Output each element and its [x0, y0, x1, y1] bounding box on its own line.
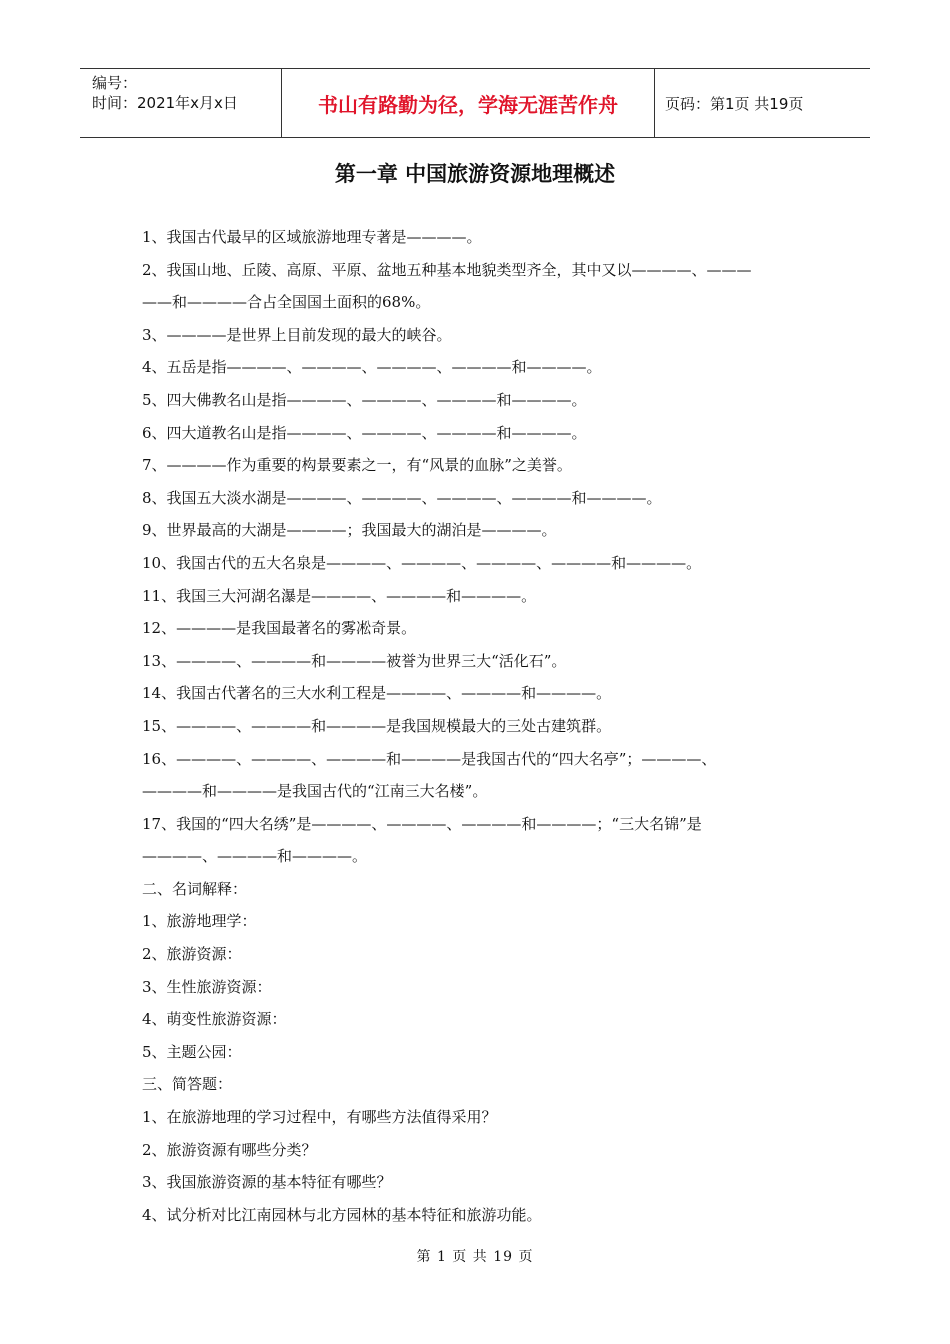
text-line: 2、旅游资源： — [142, 945, 242, 964]
text-line: 4、萌变性旅游资源： — [142, 1010, 287, 1029]
text-line: 16、————、————、————和————是我国古代的“四大名亭”；————、 — [142, 749, 717, 768]
text-line: 4、试分析对比江南园林与北方园林的基本特征和旅游功能。 — [142, 1205, 542, 1224]
text-line: 15、————、————和————是我国规模最大的三处古建筑群。 — [142, 716, 612, 735]
text-line: 3、————是世界上目前发现的最大的峡谷。 — [142, 325, 452, 344]
header-meta-cell — [80, 69, 281, 137]
text-line: 1、我国古代最早的区域旅游地理专著是————。 — [142, 228, 482, 246]
text-line: 3、生性旅游资源： — [142, 977, 272, 996]
text-line: 13、————、————和————被誉为世界三大“活化石”。 — [142, 651, 567, 670]
text-line: 12、————是我国最著名的雾凇奇景。 — [142, 619, 417, 638]
header-page-info: 页码：第1页 共19页 — [665, 94, 804, 113]
text-line: 11、我国三大河湖名瀑是————、————和————。 — [142, 586, 537, 605]
document-number-label: 编号： — [92, 74, 138, 92]
text-line: 5、主题公园： — [142, 1042, 242, 1061]
header-table — [80, 68, 870, 138]
exercise-body — [142, 221, 817, 1231]
text-line: ——和————合占全国国土面积的68%。 — [142, 293, 431, 312]
section-heading: 三、简答题： — [142, 1075, 233, 1094]
text-line: 17、我国的“四大名绣”是————、————、————和————；“三大名锦”是 — [142, 814, 702, 833]
text-line: ————、————和————。 — [142, 847, 368, 866]
section-heading: 二、名词解释： — [142, 879, 248, 898]
text-line: 14、我国古代著名的三大水利工程是————、————和————。 — [142, 684, 612, 703]
text-line: 1、在旅游地理的学习过程中，有哪些方法值得采用？ — [142, 1108, 497, 1127]
text-line: 4、五岳是指————、————、————、————和————。 — [142, 358, 602, 377]
document-date: 时间：2021年x月x日 — [92, 94, 238, 112]
text-line: 1、旅游地理学： — [142, 912, 257, 931]
text-line: 5、四大佛教名山是指————、————、————和————。 — [142, 390, 587, 409]
text-line: 10、我国古代的五大名泉是————、————、————、————和————。 — [142, 553, 702, 572]
text-line: 8、我国五大淡水湖是————、————、————、————和————。 — [142, 488, 662, 507]
text-line: 3、我国旅游资源的基本特征有哪些？ — [142, 1173, 392, 1192]
text-line: 2、旅游资源有哪些分类？ — [142, 1140, 317, 1159]
chapter-title: 第一章 中国旅游资源地理概述 — [334, 162, 616, 186]
header-motto: 书山有路勤为径，学海无涯苦作舟 — [281, 69, 655, 137]
text-line: 7、————作为重要的构景要素之一，有“风景的血脉”之美誉。 — [142, 456, 572, 475]
text-line: 2、我国山地、丘陵、高原、平原、盆地五种基本地貌类型齐全，其中又以————、——— — [142, 260, 752, 279]
text-line: 9、世界最高的大湖是————；我国最大的湖泊是————。 — [142, 521, 557, 540]
text-line: ————和————是我国古代的“江南三大名楼”。 — [142, 782, 488, 801]
text-line: 6、四大道教名山是指————、————、————和————。 — [142, 423, 587, 442]
page-footer: 第 1 页 共 19 页 — [416, 1249, 534, 1265]
